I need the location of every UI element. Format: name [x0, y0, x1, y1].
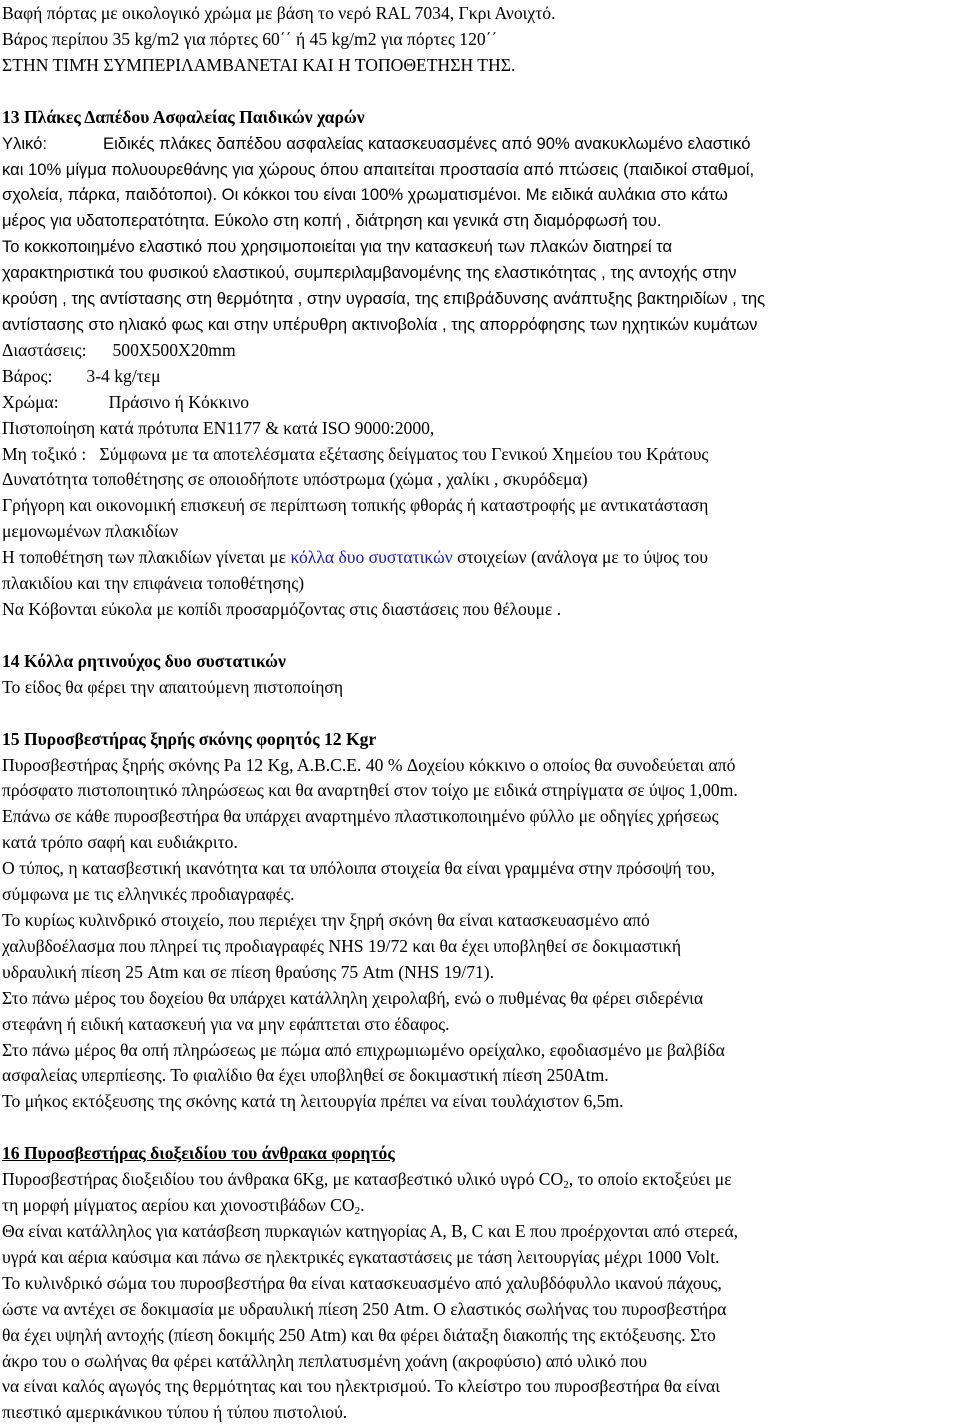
- paragraph-line: αντίστασης στο ηλιακό φως και στην υπέρυθρη ακτινοβολία , της απορρόφησης των ηχητικών κυμάτων: [2, 314, 758, 334]
- toxicity-text: Σύμφωνα με τα αποτελέσματα εξέτασης δείγματος του Γενικού Χημείου του Κράτους: [99, 443, 709, 464]
- color-label: Χρώμα:: [2, 391, 59, 412]
- glue-line: [2, 545, 948, 571]
- paragraph-line: Το κοκκοποιημένο ελαστικό που χρησιμοποιείται για την κατασκευή των πλακών διατηρεί τα: [2, 237, 673, 257]
- paragraph-line: υγρά και αέρια καύσιμα και πάνω σε ηλεκτρικές εγκαταστάσεις με τάση λειτουργίας μέχρι 1000 Volt.: [2, 1246, 720, 1267]
- dimensions-label: Διαστάσεις:: [2, 339, 87, 360]
- paragraph-line: ασφαλείας υπερπίεσης. Το φιαλίδιο θα έχει υποβληθεί σε δοκιμαστική πίεση 250Atm.: [2, 1065, 609, 1086]
- paragraph-line: πλακιδίου και την επιφάνεια τοποθέτησης): [2, 573, 305, 594]
- section-14: [2, 649, 948, 701]
- paragraph-line: Το μήκος εκτόξευσης της σκόνης κατά τη λειτουργία πρέπει να είναι τουλάχιστον 6,5m.: [2, 1091, 624, 1112]
- paragraph-line: Δυνατότητα τοποθέτησης σε οποιοδήποτε υπόστρωμα (χώμα , χαλίκι , σκυρόδεμα): [2, 469, 588, 490]
- paragraph-line: άκρο του ο σωλήνας θα φέρει κατάλληλη πεπλατυσμένη χοάνη (ακροφύσιο) από υλικό που: [2, 1350, 647, 1371]
- paragraph-line: στεφάνη ή ειδική κατασκευή για να μην εφάπτεται στο έδαφος.: [2, 1013, 450, 1034]
- glue-link[interactable]: κόλλα δυο συστατικών: [290, 547, 453, 568]
- section-16: [2, 1141, 948, 1426]
- certification-line: Πιστοποίηση κατά πρότυπα ΕΝ1177 & κατά ISO 9000:2000,: [2, 417, 435, 438]
- paragraph-line: θα έχει υψηλή αντοχής (πίεση δοκιμής 250 Atm) και θα φέρει διάταξη διακοπής της εκτόξευσης. Στο: [2, 1324, 716, 1345]
- paragraph-line: Θα είναι κατάλληλος για κατάσβεση πυρκαγιών κατηγορίας Α, Β, C και Ε που προέρχονται από στερεά,: [2, 1220, 739, 1241]
- paragraph-line: πιεστικό αμερικάνικου τύπου ή τύπου πιστολιού.: [2, 1402, 348, 1423]
- paragraph-line: υδραυλική πίεση 25 Atm και σε πίεση θραύσης 75 Atm (NHS 19/71).: [2, 961, 495, 982]
- paragraph-line: μεμονωμένων πλακιδίων: [2, 521, 179, 542]
- section-13: [2, 105, 948, 623]
- intro-block: [2, 1, 948, 79]
- paragraph-line: και 10% μίγμα πολυουρεθάνης για χώρους όπου απαιτείται προστασία από πτώσεις (παιδικοί σταθμοί,: [2, 159, 755, 179]
- weight-value: 3-4 kg/τεμ: [86, 365, 161, 386]
- weight-line: [2, 364, 948, 390]
- weight-label: Βάρος:: [2, 365, 53, 386]
- paragraph-line: μέρος για υδατοπερατότητα. Εύκολο στη κοπή , διάτρηση και γενικά στη διαμόρφωσή του.: [2, 211, 662, 231]
- paragraph-line: να είναι καλός αγωγός της θερμότητας και του ηλεκτρισμού. Το κλείστρο του πυροσβεστήρα θα είναι: [2, 1376, 720, 1397]
- section-15-heading: 15 Πυροσβεστήρας ξηρής σκόνης φορητός 12 Kgr: [2, 728, 377, 749]
- intro-line: Βάρος περίπου 35 kg/m2 για πόρτες 60΄΄ ή 45 kg/m2 για πόρτες 120΄΄: [2, 28, 498, 49]
- intro-line: ΣΤΗΝ ΤΙΜΉ ΣΥΜΠΕΡΙΛΑΜΒΑΝΕΤΑΙ ΚΑΙ Η ΤΟΠΟΘΕΤΗΣΗ ΤΗΣ.: [2, 54, 516, 75]
- paragraph-line: Στο πάνω μέρος του δοχείου θα υπάρχει κατάλληλη χειρολαβή, ενώ ο πυθμένας θα φέρει σιδερένια: [2, 987, 704, 1008]
- paragraph-line: χαλυβδοέλασμα που πληρεί τις προδιαγραφές NHS 19/72 και θα έχει υποβληθεί σε δοκιμαστική: [2, 935, 682, 956]
- paragraph-line: χαρακτηριστικά του φυσικού ελαστικού, συμπεριλαμβανομένης της ελαστικότητας , της αντοχής στην: [2, 263, 737, 283]
- paragraph-line: κρούση , της αντίστασης στη θερμότητα , στην υγρασία, της επιβράδυνσης ανάπτυξης βακτηριδίων , της: [2, 289, 766, 309]
- glue-text-end: στοιχείων (ανάλογα με το ύψος του: [452, 547, 708, 568]
- intro-line: Βαφή πόρτας με οικολογικό χρώμα με βάση το νερό RAL 7034, Γκρι Ανοιχτό.: [2, 3, 556, 23]
- co2-text-end: .: [360, 1195, 365, 1216]
- paragraph-line: Στο πάνω μέρος θα οπή πληρώσεως με πώμα από επιχρωμιωμένο ορείχαλκο, εφοδιασμένο με βαλβίδα: [2, 1039, 725, 1060]
- paragraph-line: [2, 1167, 948, 1193]
- paragraph-line: Ο τύπος, η κατασβεστική ικανότητα και τα υπόλοιπα στοιχεία θα είναι γραμμένα στην πρόσοψή του,: [2, 858, 715, 879]
- paragraph-line: Το είδος θα φέρει την απαιτούμενη πιστοποίηση: [2, 676, 344, 697]
- paragraph-line: Γρήγορη και οικονομική επισκευή σε περίπτωση τοπικής φθοράς ή καταστροφής με αντικατάσταση: [2, 495, 709, 516]
- material-text: Ειδικές πλάκες δαπέδου ασφαλείας κατασκευασμένες από 90% ανακυκλωμένο ελαστικό: [103, 133, 751, 153]
- section-14-heading: 14 Κόλλα ρητινούχος δυο συστατικών: [2, 650, 286, 671]
- material-line: [2, 131, 948, 157]
- paragraph-line: [2, 1193, 948, 1219]
- toxicity-line: [2, 442, 948, 468]
- paragraph-line: Πυροσβεστήρας ξηρής σκόνης Pa 12 Kg, A.B.C.E. 40 % Δοχείου κόκκινο ο οποίος θα συνοδεύεται από: [2, 754, 736, 775]
- paragraph-line: πρόσφατο πιστοποιητικό πληρώσεως και θα αναρτηθεί στον τοίχο με ειδικά στηρίγματα σε ύψος 1,00m.: [2, 780, 738, 801]
- paragraph-line: Το κυρίως κυλινδρικό στοιχείο, που περιέχει την ξηρή σκόνη θα είναι κατασκευασμένο από: [2, 910, 650, 930]
- glue-text: Η τοποθέτηση των πλακιδίων γίνεται με: [2, 547, 291, 568]
- co2-text-end: , το οποίο εκτοξεύει με: [568, 1169, 732, 1190]
- section-16-heading: 16 Πυροσβεστήρας διοξειδίου του άνθρακα φορητός: [2, 1143, 395, 1164]
- toxicity-label: Μη τοξικό :: [2, 443, 87, 464]
- paragraph-line: σχολεία, πάρκα, παιδότοποι). Οι κόκκοι του είναι 100% χρωματισμένοι. Με ειδικά αυλάκια στο κάτω: [2, 185, 728, 205]
- co2-subscript: 2: [563, 1179, 569, 1192]
- color-value: Πράσινο ή Κόκκινο: [108, 391, 249, 412]
- paragraph-line: Επάνω σε κάθε πυροσβεστήρα θα υπάρχει αναρτημένο πλαστικοποιημένο φύλλο με οδηγίες χρήσεως: [2, 806, 719, 827]
- section-15: [2, 727, 948, 1116]
- paragraph-line: ώστε να αντέχει σε δοκιμασία με υδραυλική πίεση 250 Atm. Ο ελαστικός σωλήνας του πυροσβεστήρα: [2, 1298, 727, 1319]
- material-label: Υλικό:: [2, 133, 47, 153]
- paragraph-line: κατά τρόπο σαφή και ευδιάκριτο.: [2, 832, 238, 853]
- paragraph-line: σύμφωνα με τις ελληνικές προδιαγραφές.: [2, 884, 295, 905]
- paragraph-line: Το κυλινδρικό σώμα του πυροσβεστήρα θα είναι κατασκευασμένο από χαλυβδόφυλλο ικανού πάχους,: [2, 1272, 722, 1293]
- color-line: [2, 390, 948, 416]
- co2-text: Πυροσβεστήρας διοξειδίου του άνθρακα 6Kg, με κατασβεστικό υλικό υγρό CO: [2, 1169, 564, 1190]
- dimensions-value: 500Χ500Χ20mm: [112, 339, 236, 360]
- paragraph-line: Να Κόβονται εύκολα με κοπίδι προσαρμόζοντας στις διαστάσεις που θέλουμε .: [2, 598, 562, 619]
- co2-subscript: 2: [354, 1205, 361, 1218]
- dimensions-line: [2, 338, 948, 364]
- co2-text: τη μορφή μίγματος αερίου και χιονοστιβάδων CO: [2, 1195, 355, 1216]
- section-13-heading: 13 Πλάκες Δαπέδου Ασφαλείας Παιδικών χαρών: [2, 106, 365, 127]
